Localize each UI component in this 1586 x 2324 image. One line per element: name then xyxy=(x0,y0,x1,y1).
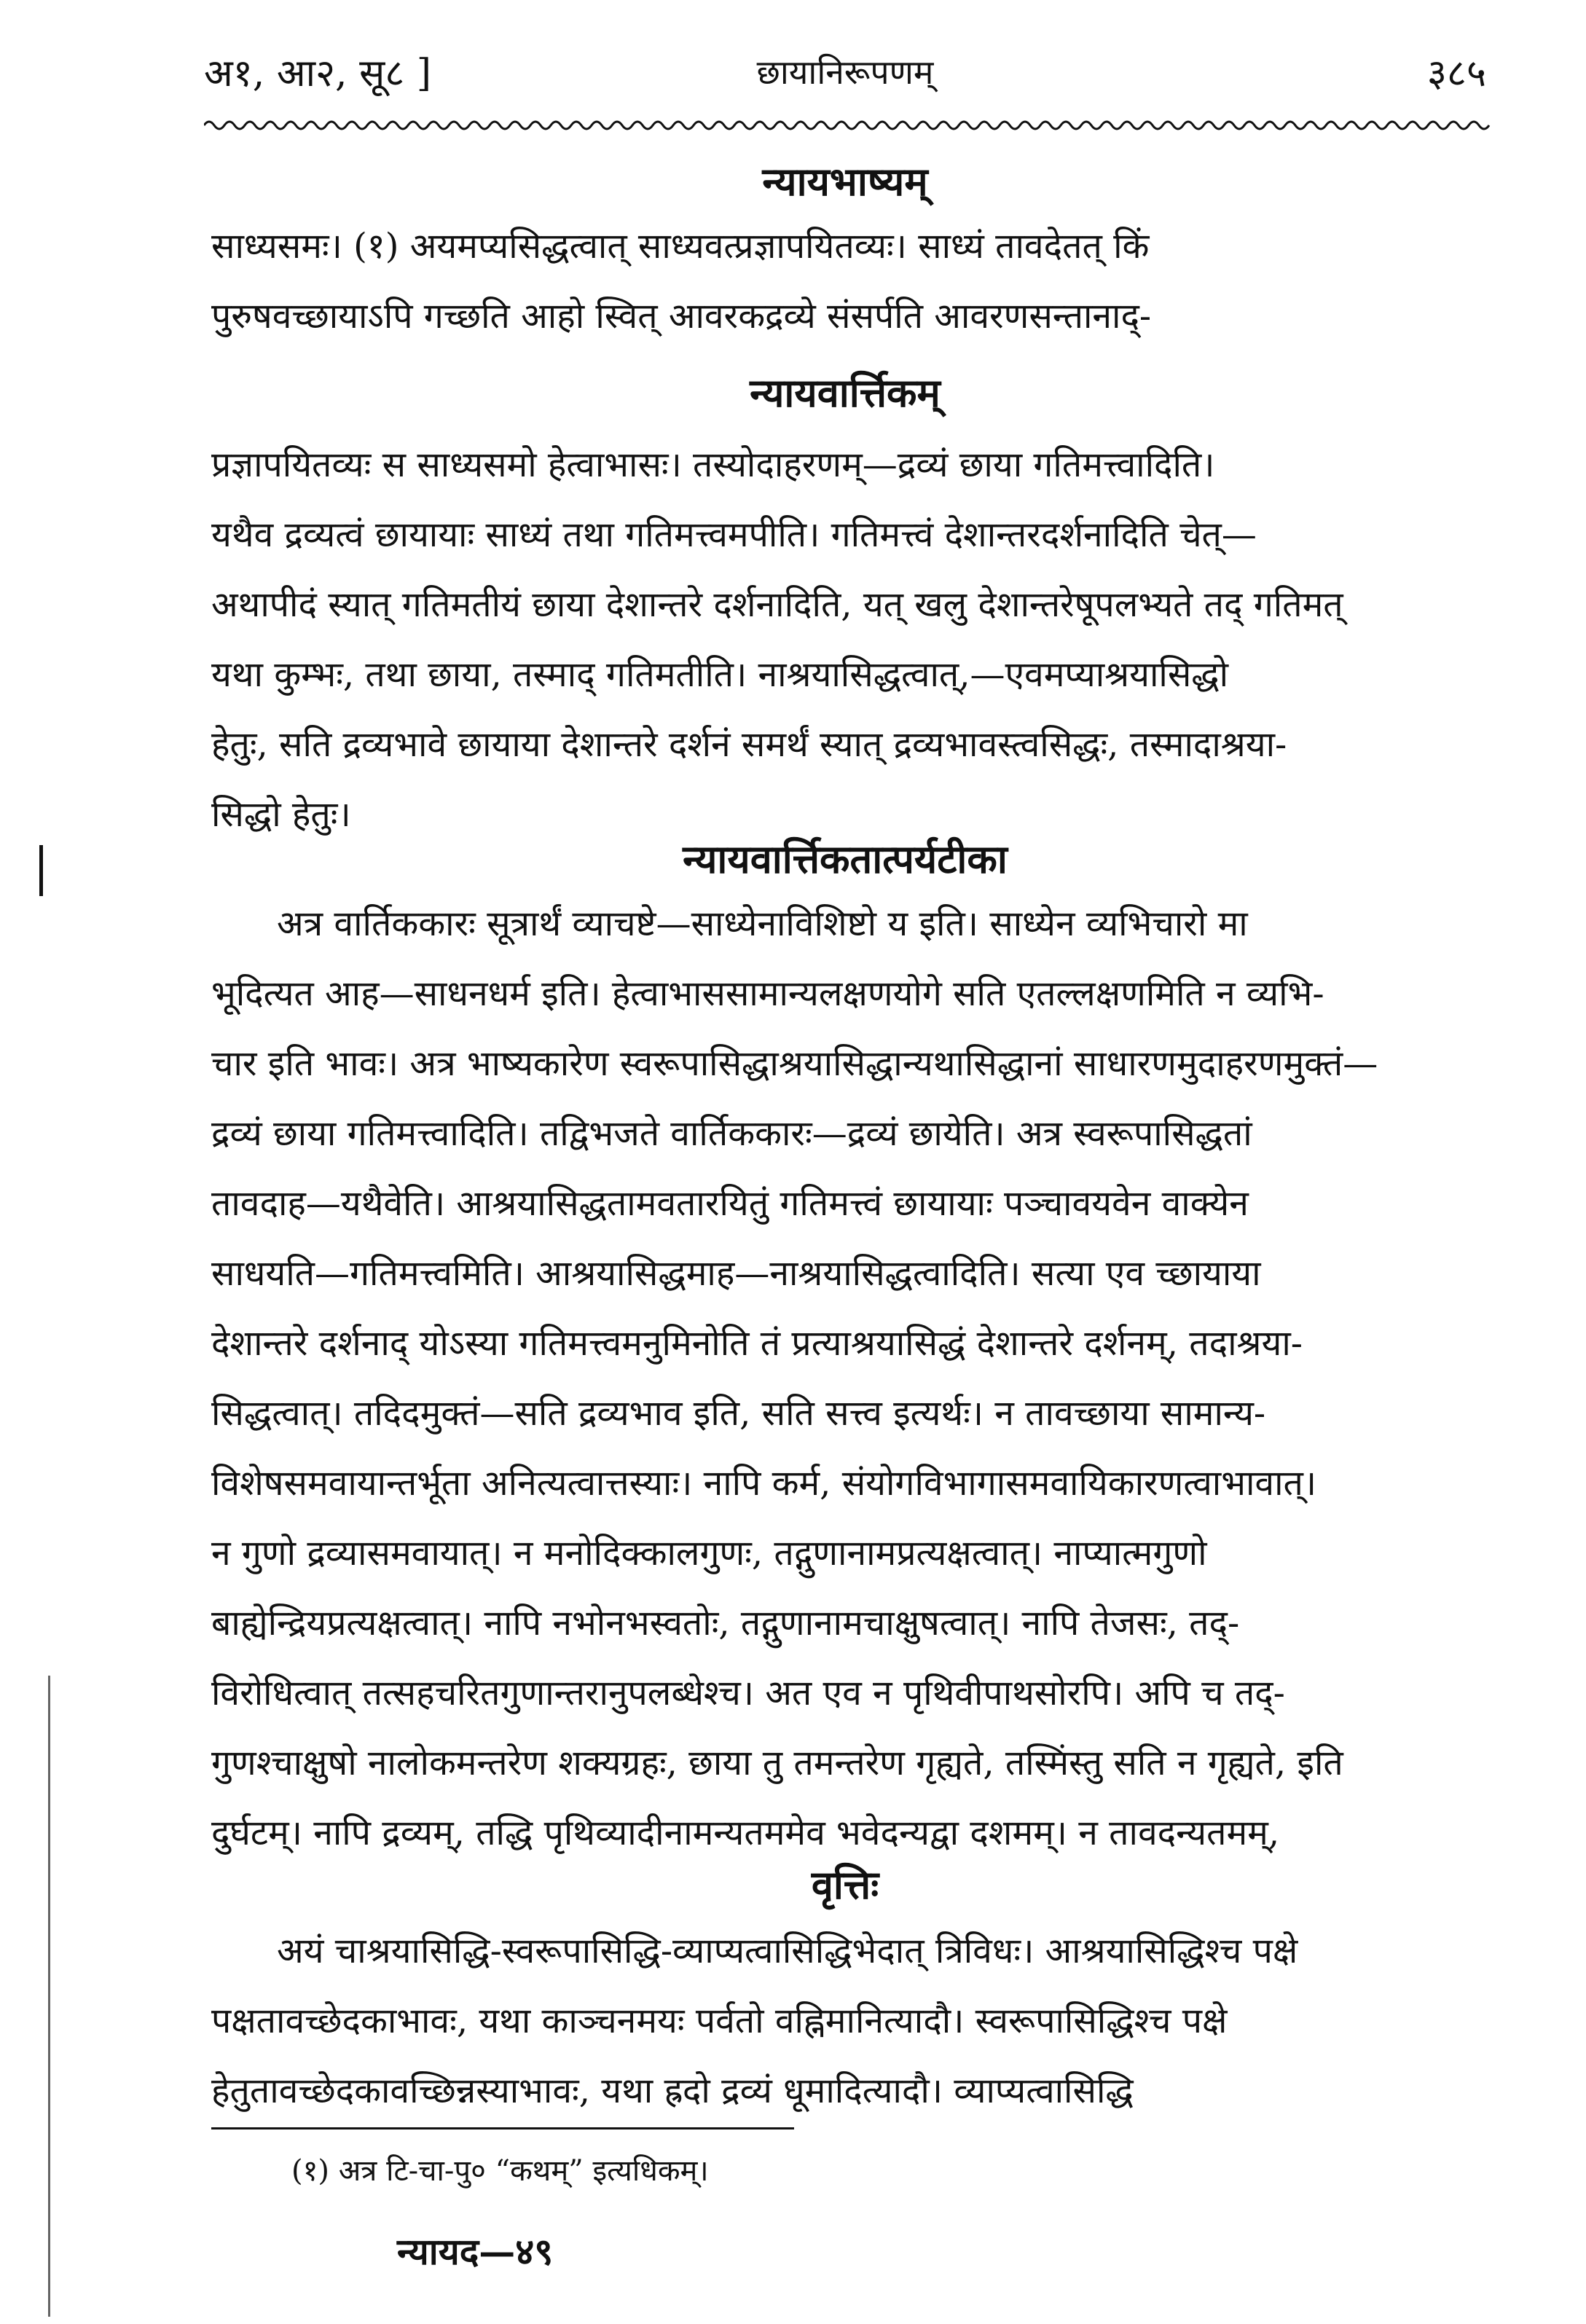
vritti-text xyxy=(211,1916,1490,2126)
text-line: भूदित्यत आह—साधनधर्म इति। हेत्वाभाससामान्यलक्षणयोगे सति एतल्लक्षणमिति न व्यभि- xyxy=(211,973,1324,1014)
vritti-heading: वृत्तिः xyxy=(811,1861,879,1908)
bhashya-heading: न्यायभाष्यम् xyxy=(762,158,928,205)
text-line: विरोधित्वात् तत्सहचरितगुणान्तरानुपलब्धेश्च। अत एव न पृथिवीपाथसोरपि। अपि च तद्- xyxy=(211,1673,1285,1713)
header-reference: अ१, आ२, सू८ ] xyxy=(204,51,432,95)
signature-mark: न्यायद—४९ xyxy=(397,2230,554,2273)
text-line: हेतुः, सति द्रव्यभावे छायाया देशान्तरे दर्शनं समर्थं स्यात् द्रव्यभावस्त्वसिद्धः, तस्मादाश्रया- xyxy=(211,724,1287,765)
text-line: प्रज्ञापयितव्यः स साध्यसमो हेत्वाभासः। तस्योदाहरणम्—द्रव्यं छाया गतिमत्त्वादिति। xyxy=(211,444,1215,485)
text-line: साधयति—गतिमत्त्वमिति। आश्रयासिद्धमाह—नाश्रयासिद्धत्वादिति। सत्या एव च्छायाया xyxy=(211,1253,1261,1294)
vartika-heading: न्यायवार्त्तिकम् xyxy=(750,369,941,416)
footnote: (१) अत्र टि-चा-पु० “कथम्” इत्यधिकम्। xyxy=(291,2154,709,2188)
text-line: पक्षतावच्छेदकाभावः, यथा काञ्चनमयः पर्वतो वह्निमानित्यादौ। स्वरूपासिद्धिश्च पक्षे xyxy=(211,2001,1228,2041)
text-line: गुणश्चाक्षुषो नालोकमन्तरेण शक्यग्रहः, छाया तु तमन्तरेण गृह्यते, तस्मिंस्तु सति न गृह्यते, इति xyxy=(211,1743,1343,1783)
text-line: यथा कुम्भः, तथा छाया, तस्माद् गतिमतीति। नाश्रयासिद्धत्वात्,—एवमप्याश्रयासिद्धो xyxy=(211,654,1229,695)
header-title: छायानिरूपणम् xyxy=(756,52,934,92)
text-line: तावदाह—यथैवेति। आश्रयासिद्धतामवतारयितुं गतिमत्त्वं छायायाः पञ्चावयवेन वाक्येन xyxy=(211,1183,1249,1224)
running-header xyxy=(204,42,1486,101)
text-line: अथापीदं स्यात् गतिमतीयं छाया देशान्तरे दर्शनादिति, यत् खलु देशान्तरेषूपलभ्यते तद् गतिमत् xyxy=(211,584,1343,625)
tika-text xyxy=(211,889,1490,1868)
bhashya-text xyxy=(211,211,1490,351)
text-line: सिद्धो हेतुः। xyxy=(211,794,351,835)
text-line: सिद्धत्वात्। तदिदमुक्तं—सति द्रव्यभाव इति, सति सत्त्व इत्यर्थः। न तावच्छाया सामान्य- xyxy=(211,1393,1266,1434)
text-line: बाह्येन्द्रियप्रत्यक्षत्वात्। नापि नभोनभस्वतोः, तद्गुणानामचाक्षुषत्वात्। नापि तेजसः, तद्- xyxy=(211,1603,1240,1644)
page-number: ३८५ xyxy=(1426,51,1486,95)
text-line: देशान्तरे दर्शनाद् योऽस्या गतिमत्त्वमनुमिनोति तं प्रत्याश्रयासिद्धं देशान्तरे दर्शनम्, तदाश्रया- xyxy=(211,1323,1303,1364)
text-line: चार इति भावः। अत्र भाष्यकारेण स्वरूपासिद्धाश्रयासिद्धान्यथासिद्धानां साधारणमुदाहरणमुक्तं— xyxy=(211,1043,1378,1084)
text-line: साध्यसमः। (१) अयमप्यसिद्धत्वात् साध्यवत्प्रज्ञापयितव्यः। साध्यं तावदेतत् किं xyxy=(211,226,1150,267)
margin-mark xyxy=(39,845,43,896)
margin-mark xyxy=(48,1676,50,2317)
text-line: विशेषसमवायान्तर्भूता अनित्यत्वात्तस्याः। नापि कर्म, संयोगविभागासमवायिकारणत्वाभावात्। xyxy=(211,1463,1317,1504)
text-line: हेतुतावच्छेदकावच्छिन्नस्याभावः, यथा ह्रदो द्रव्यं धूमादित्यादौ। व्याप्यत्वासिद्धि xyxy=(211,2070,1134,2111)
text-line: द्रव्यं छाया गतिमत्त्वादिति। तद्विभजते वार्तिककारः—द्रव्यं छायेति। अत्र स्वरूपासिद्धतां xyxy=(211,1113,1252,1154)
text-line: अयं चाश्रयासिद्धि-स्वरूपासिद्धि-व्याप्यत्वासिद्धिभेदात् त्रिविधः। आश्रयासिद्धिश्च पक्षे xyxy=(277,1931,1298,1971)
wavy-rule xyxy=(204,117,1493,134)
text-line: यथैव द्रव्यत्वं छायायाः साध्यं तथा गतिमत्त्वमपीति। गतिमत्त्वं देशान्तरदर्शनादिति चेत्— xyxy=(211,514,1257,555)
text-line: दुर्घटम्। नापि द्रव्यम्, तद्धि पृथिव्यादीनामन्यतममेव भवेदन्यद्वा दशमम्। न तावदन्यतमम्, xyxy=(211,1813,1280,1853)
footnote-rule xyxy=(211,2127,794,2129)
tika-heading: न्यायवार्त्तिकतात्पर्यटीका xyxy=(683,836,1008,882)
text-line: पुरुषवच्छायाऽपि गच्छति आहो स्वित् आवरकद्रव्ये संसर्पति आवरणसन्तानाद्- xyxy=(211,296,1152,337)
text-line: न गुणो द्रव्यासमवायात्। न मनोदिक्कालगुणः, तद्गुणानामप्रत्यक्षत्वात्। नाप्यात्मगुणो xyxy=(211,1533,1207,1574)
vartika-text xyxy=(211,430,1490,849)
text-line: अत्र वार्तिककारः सूत्रार्थं व्याचष्टे—साध्येनाविशिष्टो य इति। साध्येन व्यभिचारो मा xyxy=(277,903,1248,944)
